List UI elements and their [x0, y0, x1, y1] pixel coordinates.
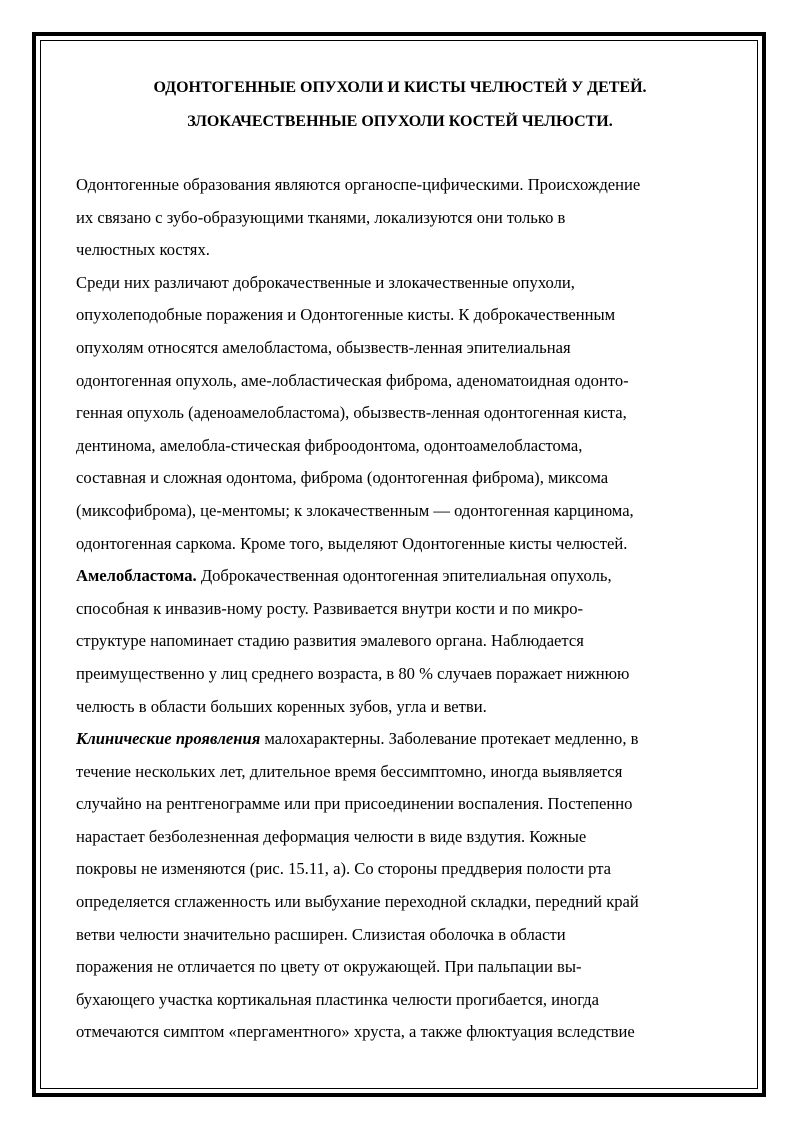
text-line: (миксофиброма), це-ментомы; к злокачественным — одонтогенная карцинома,	[76, 500, 634, 520]
text-line: одонтогенная опухоль, аме-лобластическая фиброма, аденоматоидная одонто-	[76, 370, 629, 390]
text-line: Клинические проявления малохарактерны. Заболевание протекает медленно, в	[76, 729, 639, 749]
text-line: дентинома, амелобла-стическая фиброодонтома, одонтоамелобластома,	[76, 435, 583, 455]
term-ameloblastoma: Амелобластома.	[76, 566, 197, 586]
title-line-1: ОДОНТОГЕННЫЕ ОПУХОЛИ И КИСТЫ ЧЕЛЮСТЕЙ У ДЕТЕЙ.	[153, 79, 647, 96]
text-line: Среди них различают доброкачественные и злокачественные опухоли,	[76, 272, 575, 292]
text-line: преимущественно у лиц среднего возраста, в 80 % случаев поражает нижнюю	[76, 663, 630, 683]
document-body	[76, 71, 724, 1049]
text-line: опухолям относятся амелобластома, обызвеств-ленная эпителиальная	[76, 337, 571, 357]
text-line: составная и сложная одонтома, фиброма (одонтогенная фиброма), миксома	[76, 468, 609, 488]
text-line: генная опухоль (аденоамелобластома), обызвеств-ленная одонтогенная киста,	[76, 403, 627, 423]
text-line: течение нескольких лет, длительное время бессимптомно, иногда выявляется	[76, 761, 623, 781]
text-line: нарастает безболезненная деформация челюсти в виде вздутия. Кожные	[76, 826, 587, 846]
body-text	[76, 169, 724, 1049]
text-line: челюстных костях.	[76, 240, 210, 260]
text-line: челюсть в области больших коренных зубов, угла и ветви.	[76, 696, 487, 716]
text-line: Амелобластома. Доброкачественная одонтогенная эпителиальная опухоль,	[76, 566, 612, 586]
text-line: бухающего участка кортикальная пластинка челюсти прогибается, иногда	[76, 989, 599, 1009]
document-title	[76, 71, 724, 139]
text-line: Одонтогенные образования являются органоспе-цифическими. Происхождение	[76, 175, 641, 194]
text-line: ветви челюсти значительно расширен. Слизистая оболочка в области	[76, 924, 566, 944]
text-line: способная к инвазив-ному росту. Развивается внутри кости и по микро-	[76, 598, 584, 618]
text-line: отмечаются симптом «пергаментного» хруста, а также флюктуация вследствие	[76, 1022, 635, 1042]
text-line: структуре напоминает стадию развития эмалевого органа. Наблюдается	[76, 631, 584, 651]
text-line: поражения не отличается по цвету от окружающей. При пальпации вы-	[76, 957, 582, 977]
text-line: опухолеподобные поражения и Одонтогенные кисты. К доброкачественным	[76, 305, 616, 325]
title-line-2: ЗЛОКАЧЕСТВЕННЫЕ ОПУХОЛИ КОСТЕЙ ЧЕЛЮСТИ.	[187, 113, 613, 130]
text-line: случайно на рентгенограмме или при присоединении воспаления. Постепенно	[76, 794, 633, 814]
text-line: определяется сглаженность или выбухание переходной складки, передний край	[76, 892, 639, 912]
text-line: одонтогенная саркома. Кроме того, выделяют Одонтогенные кисты челюстей.	[76, 533, 628, 553]
term-clinical-manifestations: Клинические проявления	[76, 729, 261, 749]
text-line: покровы не изменяются (рис. 15.11, а). Со стороны преддверия полости рта	[76, 859, 612, 879]
text-line: их связано с зубо-образующими тканями, локализуются они только в	[76, 207, 566, 227]
